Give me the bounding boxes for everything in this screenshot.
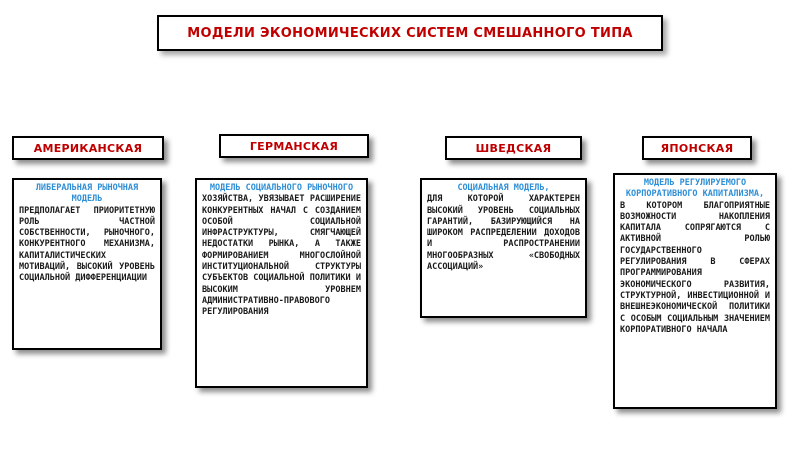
body-american: ПРЕДПОЛАГАЕТ ПРИОРИТЕТНУЮ РОЛЬ ЧАСТНОЙ СОБСТВЕННОСТИ, РЫНОЧНОГО, КОНКУРЕНТНОГО МЕХАНИЗМА, КАПИТАЛИСТИЧЕСКИХ МОТИВАЦИЙ, ВЫСОКИЙ УРОВЕНЬ СОЦИАЛЬНОЙ ДИФФЕРЕНЦИАЦИИ <box>19 205 155 284</box>
diagram-title: МОДЕЛИ ЭКОНОМИЧЕСКИХ СИСТЕМ СМЕШАННОГО ТИПА <box>157 15 663 51</box>
highlight-swedish: СОЦИАЛЬНАЯ МОДЕЛЬ, <box>457 183 550 193</box>
heading-japanese: ЯПОНСКАЯ <box>642 136 752 160</box>
highlight-american: ЛИБЕРАЛЬНАЯ РЫНОЧНАЯ МОДЕЛЬ <box>35 183 139 205</box>
description-swedish <box>420 178 587 318</box>
description-german <box>195 178 368 388</box>
body-japanese: В КОТОРОМ БЛАГОПРИЯТНЫЕ ВОЗМОЖНОСТИ НАКОПЛЕНИЯ КАПИТАЛА СОПРЯГАЮТСЯ С АКТИВНОЙ РОЛЬЮ ГОСУДАРСТВЕННОГО РЕГУЛИРОВАНИЯ В СФЕРАХ ПРОГРАММИРОВАНИЯ ЭКОНОМИЧЕСКОГО РАЗВИТИЯ, СТРУКТУРНОЙ, ИНВЕСТИЦИОННОЙ И ВНЕШНЕЭКОНОМИЧЕСКОЙ ПОЛИТИКИ С ОСОБЫМ СОЦИАЛЬНЫМ ЗНАЧЕНИЕМ КОРПОРАТИВНОГО НАЧАЛА <box>620 200 770 335</box>
highlight-japanese: МОДЕЛЬ РЕГУЛИРУЕМОГО КОРПОРАТИВНОГО КАПИТАЛИЗМА, <box>625 178 765 200</box>
description-american <box>12 178 162 350</box>
description-japanese <box>613 173 777 409</box>
body-german: ХОЗЯЙСТВА, УВЯЗЫВАЕТ РАСШИРЕНИЕ КОНКУРЕНТНЫХ НАЧАЛ С СОЗДАНИЕМ ОСОБОЙ СОЦИАЛЬНОЙ ИНФРАСТРУКТУРЫ, СМЯГЧАЮЩЕЙ НЕДОСТАТКИ РЫНКА, А ТАКЖЕ ФОРМИРОВАНИЕМ МНОГОСЛОЙНОЙ ИНСТИТУЦИОНАЛЬНОЙ СТРУКТУРЫ СУБЪЕКТОВ СОЦИАЛЬНОЙ ПОЛИТИКИ И ВЫСОКИМ УРОВНЕМ АДМИНИСТРАТИВНО-ПРАВОВОГО РЕГУЛИРОВАНИЯ <box>202 194 361 318</box>
body-swedish: ДЛЯ КОТОРОЙ ХАРАКТЕРЕН ВЫСОКИЙ УРОВЕНЬ СОЦИАЛЬНЫХ ГАРАНТИЙ, БАЗИРУЮЩИЙСЯ НА ШИРОКОМ РАСПРЕДЕЛЕНИИ ДОХОДОВ И РАСПРОСТРАНЕНИИ МНОГООБРАЗНЫХ «СВОБОДНЫХ АССОЦИАЦИЙ» <box>427 194 580 273</box>
heading-swedish: ШВЕДСКАЯ <box>445 136 582 160</box>
heading-american: АМЕРИКАНСКАЯ <box>12 136 164 160</box>
highlight-german: МОДЕЛЬ СОЦИАЛЬНОГО РЫНОЧНОГО <box>209 183 354 193</box>
heading-german: ГЕРМАНСКАЯ <box>219 134 369 158</box>
